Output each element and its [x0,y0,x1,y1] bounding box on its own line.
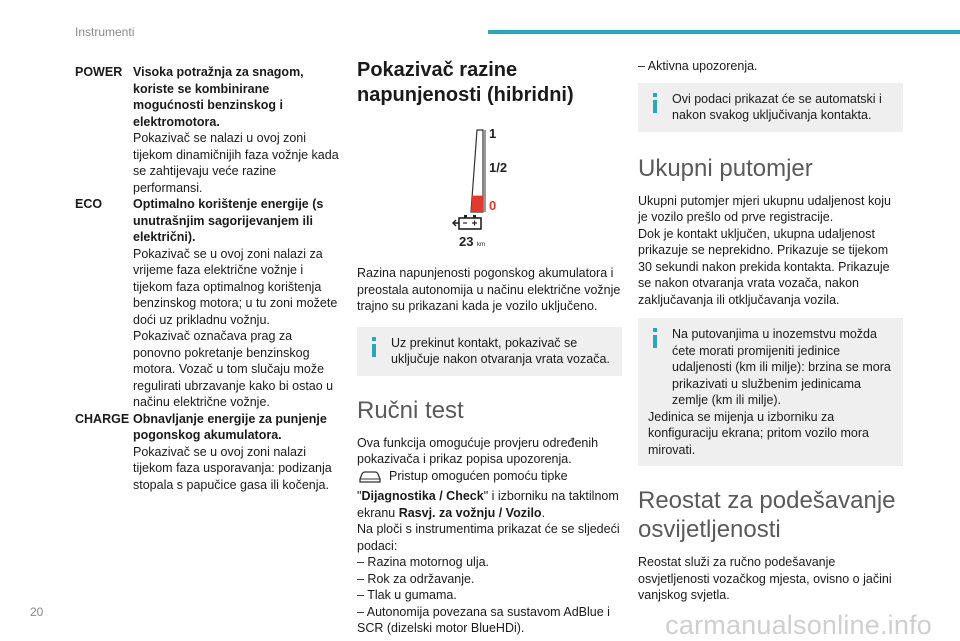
gauge-label-full: 1 [488,126,496,141]
page-number: 20 [30,605,44,619]
mode-charge [75,411,343,494]
manual-test-intro: Ova funkcija omogućuje provjeru određenih pokazivača i prikaz popisa upozorenja. [357,435,599,466]
charge-note-text: Uz prekinut kontakt, pokazivač se uključuje nakon otvaranja vrata vozača. [391,335,610,366]
mode-eco [75,196,343,411]
info-icon [649,93,661,113]
column-right [638,58,903,604]
mode-text: Pokazivač se nalazi u ovoj zoni tijekom dinamičnijih faza vožnje kada se zahtijevaju veće razine performansi. [133,131,339,195]
charge-gauge [445,126,535,251]
column-middle [357,58,622,637]
mode-text: Pokazivač se u ovoj zoni nalazi za vrijeme faza električne vožnje i tijekom faza optimalnog korištenja benzinskog motora; u tu zoni možete doći uz prikladnu vožnju. [133,246,338,327]
mode-title: Optimalno korištenje energije (s unutrašnjim sagorijevanjem ili električni). [133,197,324,244]
manual-test-title: Ručni test [357,396,464,424]
odometer-note [638,318,903,466]
range-value: 23 [458,234,473,249]
list-item: – Razina motornog ulja. [357,555,490,569]
odometer-body-1: Ukupni putomjer mjeri ukupnu udaljenost koju je vozilo prešlo od prve registracije. [638,193,891,224]
mode-title: Obnavljanje energije za punjenje pogonskog akumulatora. [133,411,327,442]
dimmer-body: Reostat služi za ručno podešavanje osvjetljenosti vozačkog mjesta, ovisno o jačini vanjskog svjetla. [638,555,892,602]
odometer-note-text-2: Jedinica se mijenja u izborniku za konfiguraciju ekrana; pritom vozilo mora mirovati. [648,409,869,457]
watermark: carmanualsonline.info [665,610,932,640]
list-item: – Tlak u gumama. [357,588,457,602]
mode-text: Pokazivač se u ovoj zoni nalazi tijekom faza usporavanja: podizanja stopala s papučice gasa ili kočenja. [133,444,332,492]
list-item: – Rok za održavanje. [357,571,475,586]
info-icon [649,328,661,348]
gauge-label-half: 1/2 [488,160,507,175]
manual-test-display-intro: Na ploči s instrumentima prikazat će se sljedeći podaci: [357,522,620,553]
battery-plug-icon [453,215,481,229]
mode-definitions [75,64,343,493]
charge-note [357,327,622,376]
mode-power [75,64,343,196]
manual-test-note [638,83,903,132]
dimmer-title: Reostat za podešavanje osvijetljenosti [638,487,896,543]
header-section-title: Instrumenti [75,25,135,39]
charge-gauge-graphic [445,126,535,251]
car-icon [357,470,383,489]
mode-term: ECO [75,197,103,211]
manual-test-note-text: Ovi podaci prikazat će se automatski i nakon svakog uključivanja kontakta. [672,91,882,122]
charge-body: Razina napunjenosti pogonskog akumulatora i preostala autonomija u načinu električne vožnje trajno su prikazani kada je vozilo uključeno. [357,266,621,313]
header-accent-bar [488,30,960,34]
info-icon [368,337,380,357]
gauge-label-zero: 0 [488,198,496,213]
mode-term: POWER [75,65,123,79]
mode-term: CHARGE [75,411,130,426]
odometer-title: Ukupni putomjer [638,154,813,182]
manual-test-access: Pristup omogućen pomoću tipke "Dijagnostika / Check" i izborniku na taktilnom ekranu Rasvj. za vožnju / Vozilo. [357,468,619,520]
range-unit: km [476,242,485,248]
charge-section-title: Pokazivač razine napunjenosti (hibridni) [357,59,574,106]
list-item: – Aktivna upozorenja. [638,59,758,73]
mode-text-2: Pokazivač označava prag za ponovno pokretanje benzinskog motora. Vozač u tom slučaju može regulirati ubrzavanje kako bi ostao u načinu električne vožnje. [133,329,334,409]
mode-title: Visoka potražnja za snagom, koriste se kombinirane mogućnosti benzinskog i elektromotora. [133,65,304,129]
list-item: – Autonomija povezana sa sustavom AdBlue i SCR (dizelski motor BlueHDi). [357,604,610,635]
odometer-note-text-1: Na putovanjima u inozemstvu možda ćete morati promijeniti jedinice udaljenosti (km ili milje): brzina se mora prikazivati u službenim jedinicama zemlje (km ili milje). [672,327,891,407]
odometer-body-2: Dok je kontakt uključen, ukupna udaljenost prikazuje se neprekidno. Prikazuje se tijekom 30 sekundi nakon prekida kontakta. Prikazuje se nakon otvaranja vrata vozača, nakon zaključavanja ili otključavanja vozila. [638,226,890,307]
